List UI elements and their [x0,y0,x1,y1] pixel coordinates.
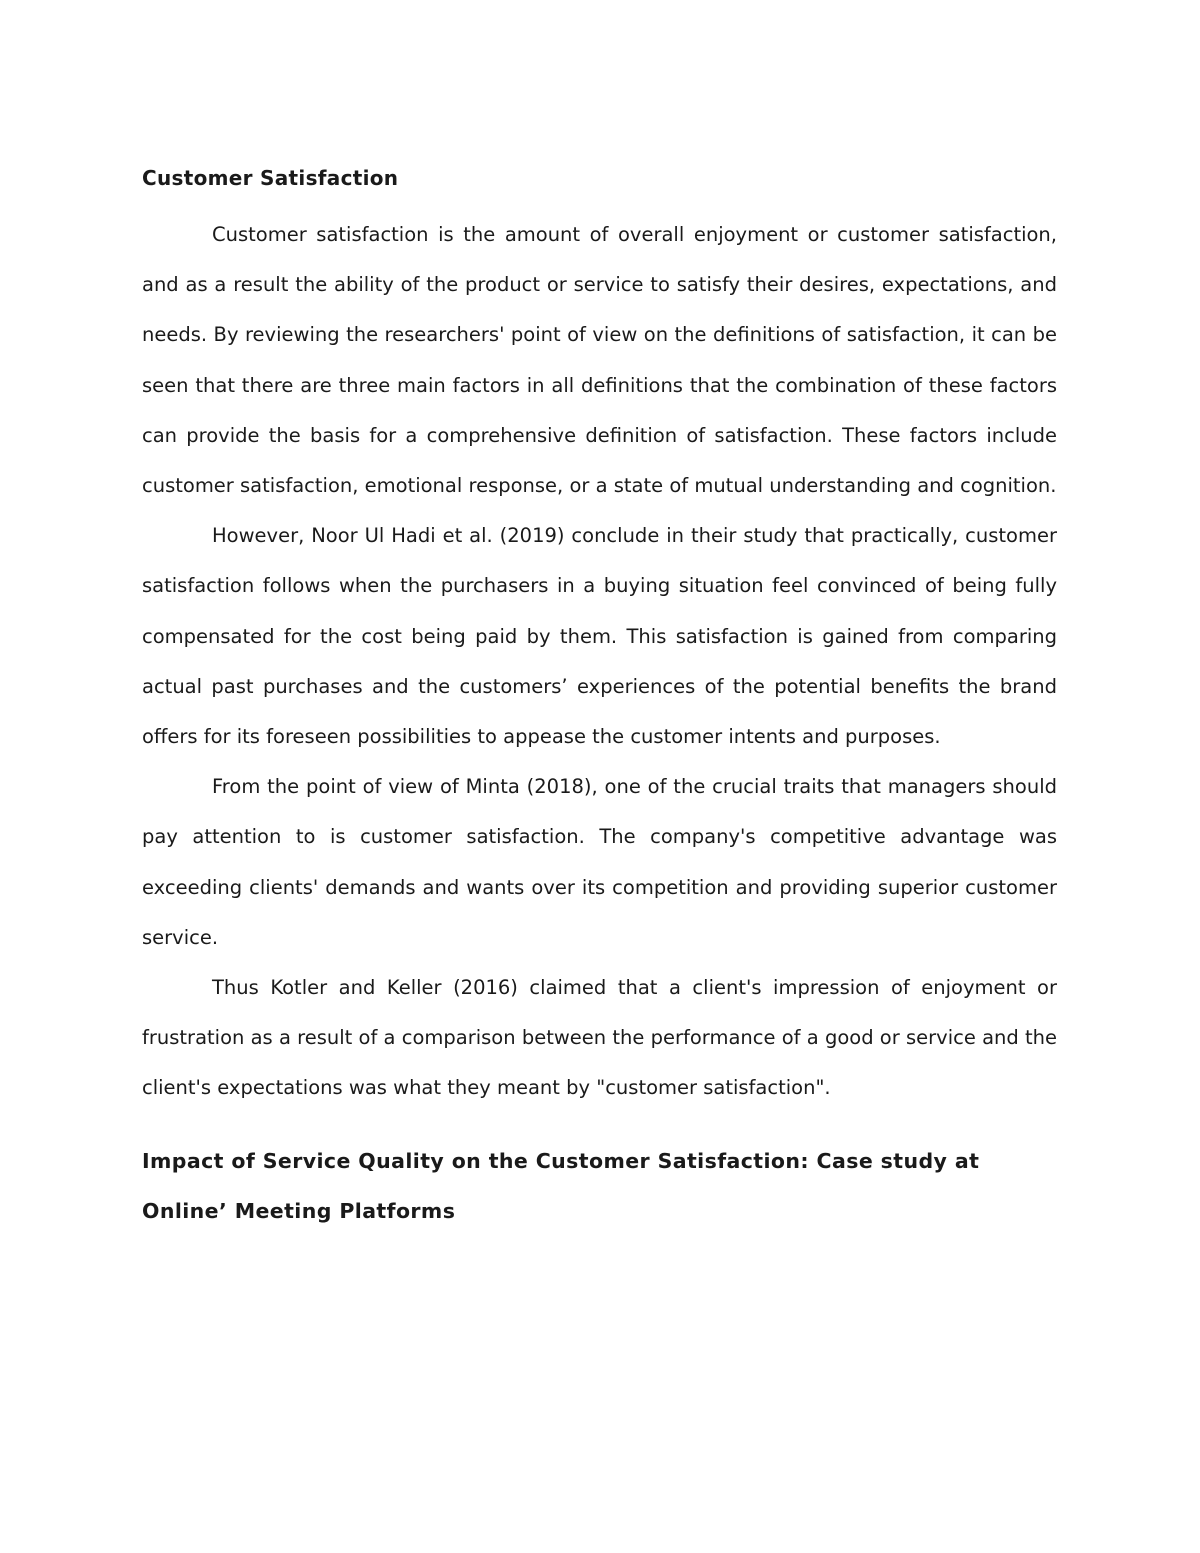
paragraph-kotler-keller: Thus Kotler and Keller (2016) claimed that a client's impression of enjoyment or frustration as a result of a comparison between the performance of a good or service and the client's expectations was what they meant by "customer satisfaction". [142,976,1057,1100]
paragraph-minta: From the point of view of Minta (2018), one of the crucial traits that managers should pay attention to is customer satisfaction. The company's competitive advantage was exceeding clients' demands and wants over its competition and providing superior customer service. [142,775,1057,949]
major-heading: Impact of Service Quality on the Customer Satisfaction: Case study at Online’ Meeting Platforms [142,1148,980,1224]
paragraph-definition: Customer satisfaction is the amount of overall enjoyment or customer satisfaction, and as a result the ability of the product or service to satisfy their desires, expectations, and needs. By reviewing the researchers' point of view on the definitions of satisfaction, it can be seen that there are three main factors in all definitions that the combination of these factors can provide the basis for a comprehensive definition of satisfaction. These factors include customer satisfaction, emotional response, or a state of mutual understanding and cognition. [142,223,1057,498]
paragraph-noor-ul-hadi: However, Noor Ul Hadi et al. (2019) conclude in their study that practically, customer satisfaction follows when the purchasers in a buying situation feel convinced of being fully compensated for the cost being paid by them. This satisfaction is gained from comparing actual past purchases and the customers’ experiences of the potential benefits the brand offers for its foreseen possibilities to appease the customer intents and purposes. [142,524,1057,749]
document-page [142,160,1057,1237]
section-heading: Customer Satisfaction [142,166,399,190]
